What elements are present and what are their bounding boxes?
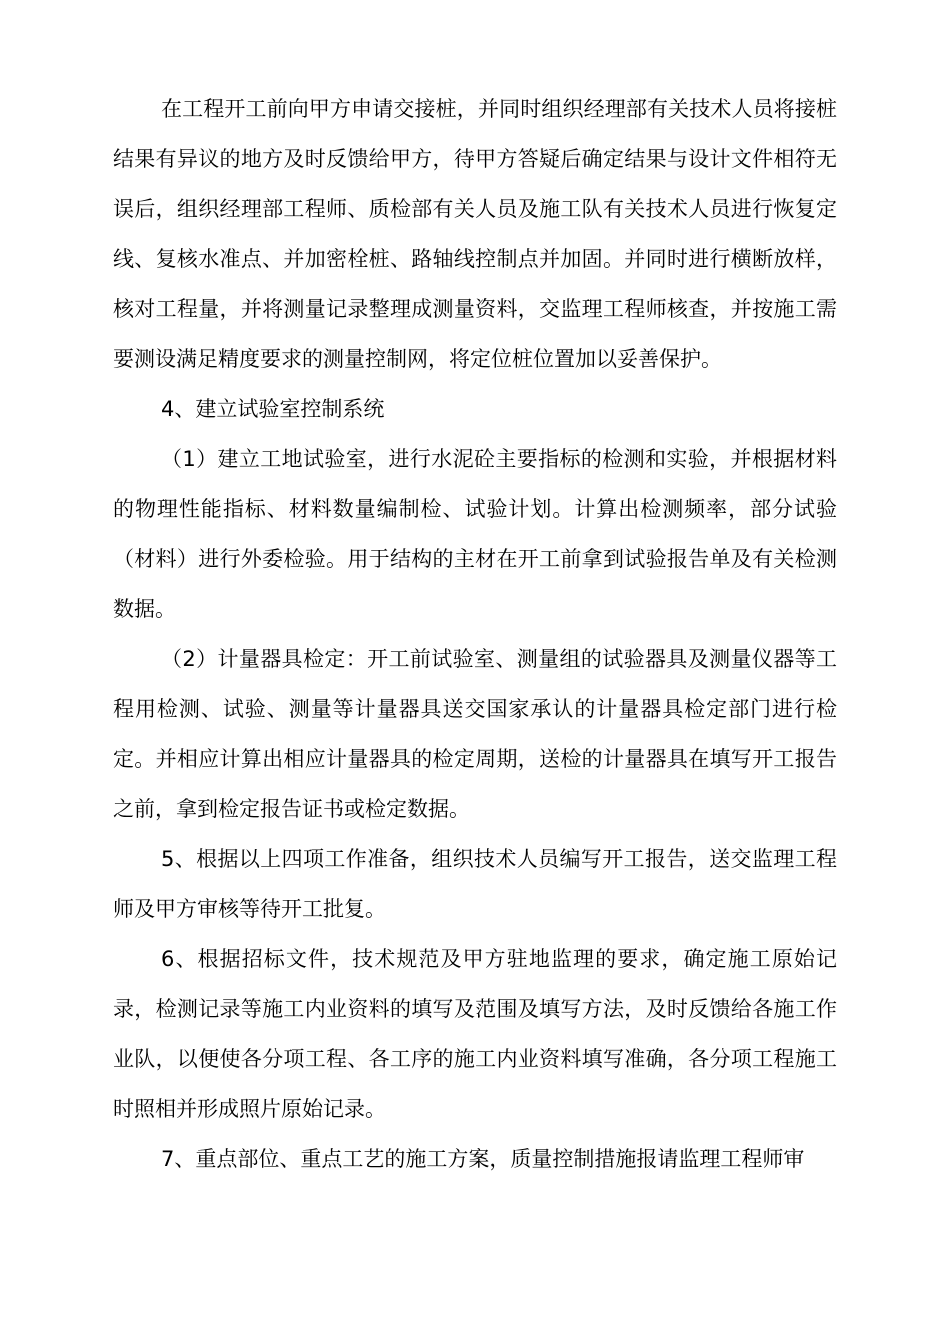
paragraph-site-lab: （1）建立工地试验室，进行水泥砼主要指标的检测和实验，并根据材料的物理性能指标、材料数量编制检、试验计划。计算出检测频率，部分试验（材料）进行外委检验。用于结构的主材在开工前拿到试验报告单及有关检测数据。 xyxy=(113,447,837,621)
document-body xyxy=(113,84,837,1184)
section-heading-lab-control: 4、建立试验室控制系统 xyxy=(161,397,385,421)
paragraph-instrument-calibration: （2）计量器具检定：开工前试验室、测量组的试验器具及测量仪器等工程用检测、试验、测量等计量器具送交国家承认的计量器具检定部门进行检定。并相应计算出相应计量器具的检定周期，送检的计量器具在填写开工报告之前，拿到检定报告证书或检定数据。 xyxy=(113,647,837,821)
paragraph-records: 6、根据招标文件，技术规范及甲方驻地监理的要求，确定施工原始记录，检测记录等施工内业资料的填写及范围及填写方法，及时反馈给各施工作业队，以便使各分项工程、各工序的施工内业资料填写准确，各分项工程施工时照相并形成照片原始记录。 xyxy=(113,947,837,1121)
paragraph-start-report: 5、根据以上四项工作准备，组织技术人员编写开工报告，送交监理工程师及甲方审核等待开工批复。 xyxy=(113,847,837,921)
paragraph-key-processes: 7、重点部位、重点工艺的施工方案，质量控制措施报请监理工程师审 xyxy=(161,1147,805,1171)
paragraph-survey-handover: 在工程开工前向甲方申请交接桩，并同时组织经理部有关技术人员将接桩结果有异议的地方及时反馈给甲方，待甲方答疑后确定结果与设计文件相符无误后，组织经理部工程师、质检部有关人员及施工队有关技术人员进行恢复定线、复核水准点、并加密栓桩、路轴线控制点并加固。并同时进行横断放样，核对工程量，并将测量记录整理成测量资料，交监理工程师核查，并按施工需要测设满足精度要求的测量控制网，将定位桩位置加以妥善保护。 xyxy=(113,97,837,371)
